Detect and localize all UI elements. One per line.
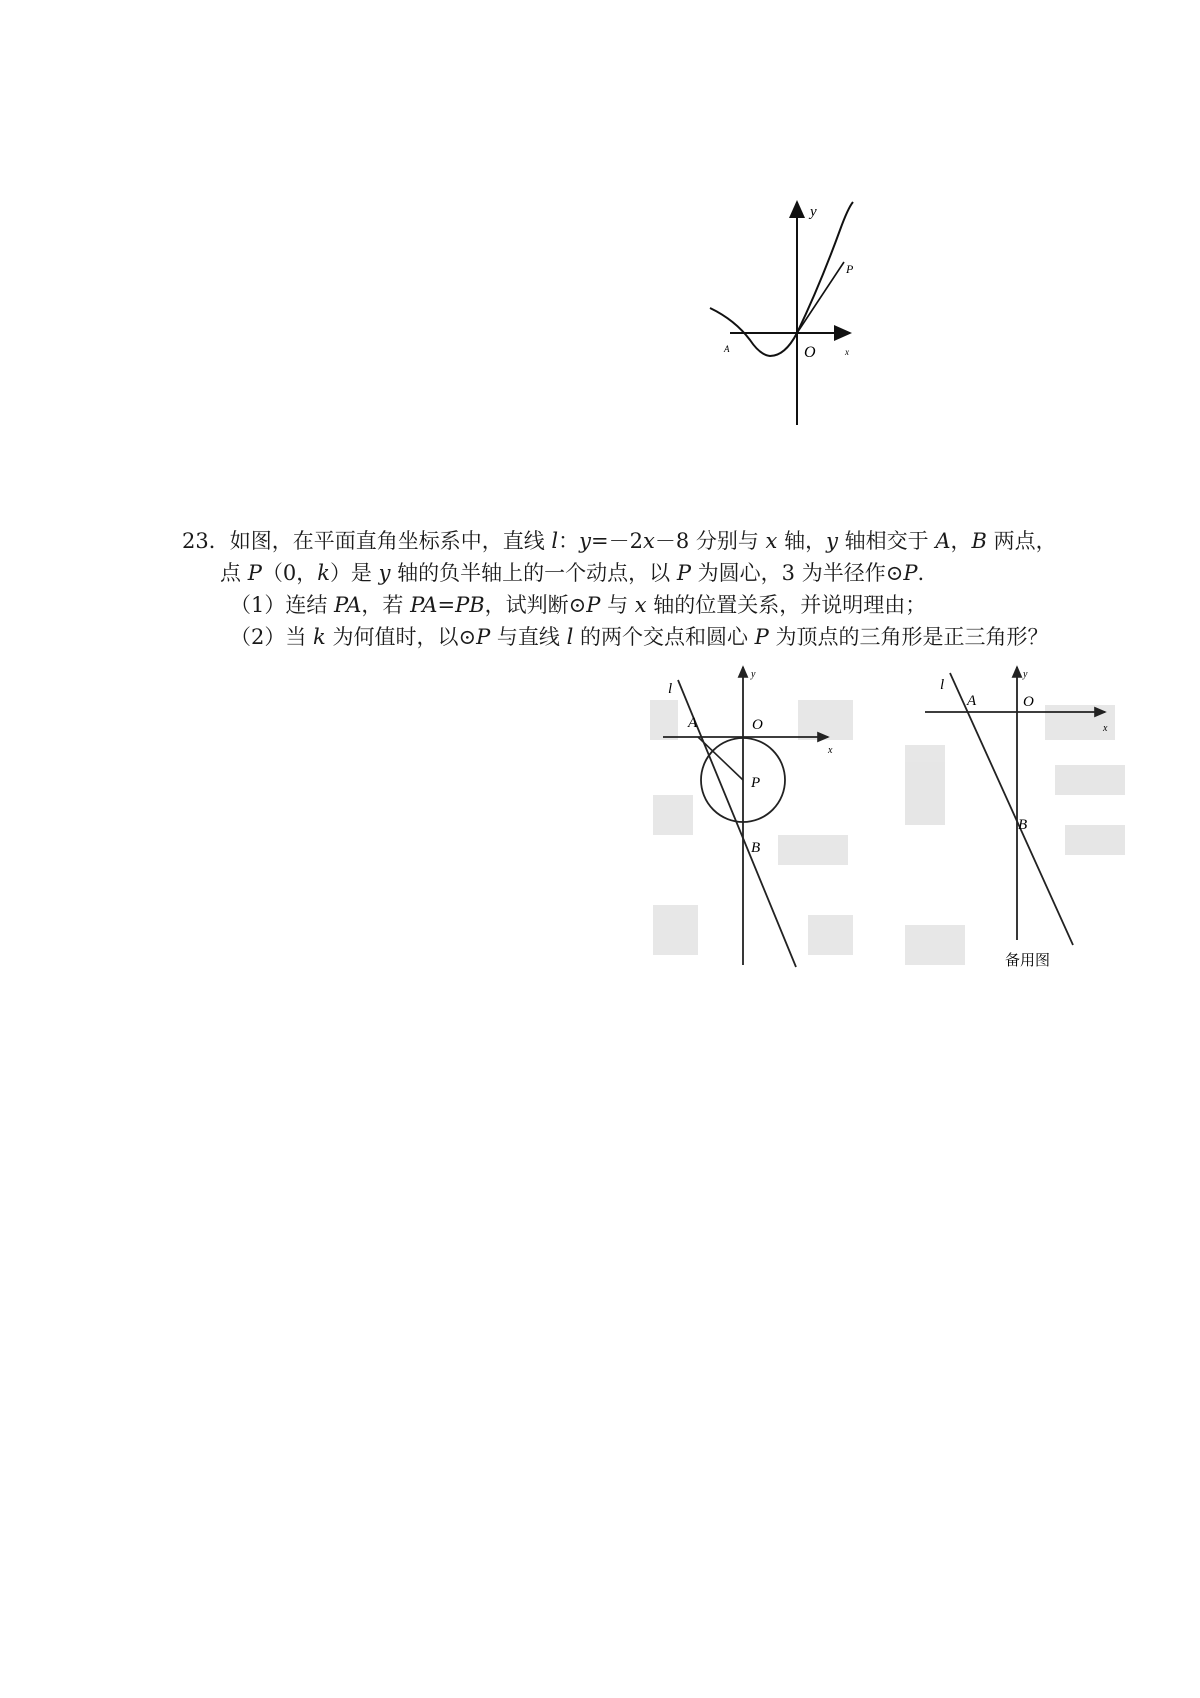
spare-b-label: B — [1018, 817, 1028, 833]
main-p-label: P — [751, 775, 761, 791]
problem-23 — [182, 525, 1057, 653]
main-l-label: l — [668, 681, 673, 697]
parabola-x-label: x — [845, 347, 849, 357]
parabola-origin-label: O — [804, 344, 816, 361]
main-a-label: A — [688, 715, 698, 731]
spare-figure-speckle — [905, 705, 1125, 965]
spare-caption: 备用图 — [1005, 953, 1051, 969]
parabola-p-label: P — [846, 262, 854, 276]
parabola-a-label: A — [724, 344, 730, 354]
chord-op — [797, 262, 844, 333]
parabola-figure — [724, 200, 940, 430]
spare-l-label: l — [940, 677, 945, 693]
main-figure — [648, 665, 858, 975]
main-y-label: y — [751, 669, 756, 680]
segment-pa — [698, 737, 743, 780]
question-1: （1）连结 PA，若 PA=PB，试判断⊙P 与 x 轴的位置关系，并说明理由； — [230, 593, 927, 617]
spare-figure — [905, 665, 1130, 975]
main-x-label: x — [828, 745, 833, 756]
spare-y-label: y — [1023, 669, 1028, 680]
main-o-label: O — [752, 717, 763, 733]
spare-x-label: x — [1103, 723, 1108, 734]
question-2: （2）当 k 为何值时，以⊙P 与直线 l 的两个交点和圆心 P 为顶点的三角形是正三角形？ — [230, 625, 1049, 649]
problem-line-2: 点 P（0，k）是 y 轴的负半轴上的一个动点，以 P 为圆心，3 为半径作⊙P. — [220, 561, 925, 585]
spare-a-label: A — [967, 693, 977, 709]
parabola-y-label: y — [810, 204, 817, 220]
main-b-label: B — [751, 840, 761, 856]
problem-line-1: 23．如图，在平面直角坐标系中，直线 l：y=－2x－8 分别与 x 轴，y 轴相交于 A，B 两点， — [182, 529, 1057, 553]
problem-number: 23． — [182, 529, 230, 553]
spare-o-label: O — [1023, 694, 1034, 710]
